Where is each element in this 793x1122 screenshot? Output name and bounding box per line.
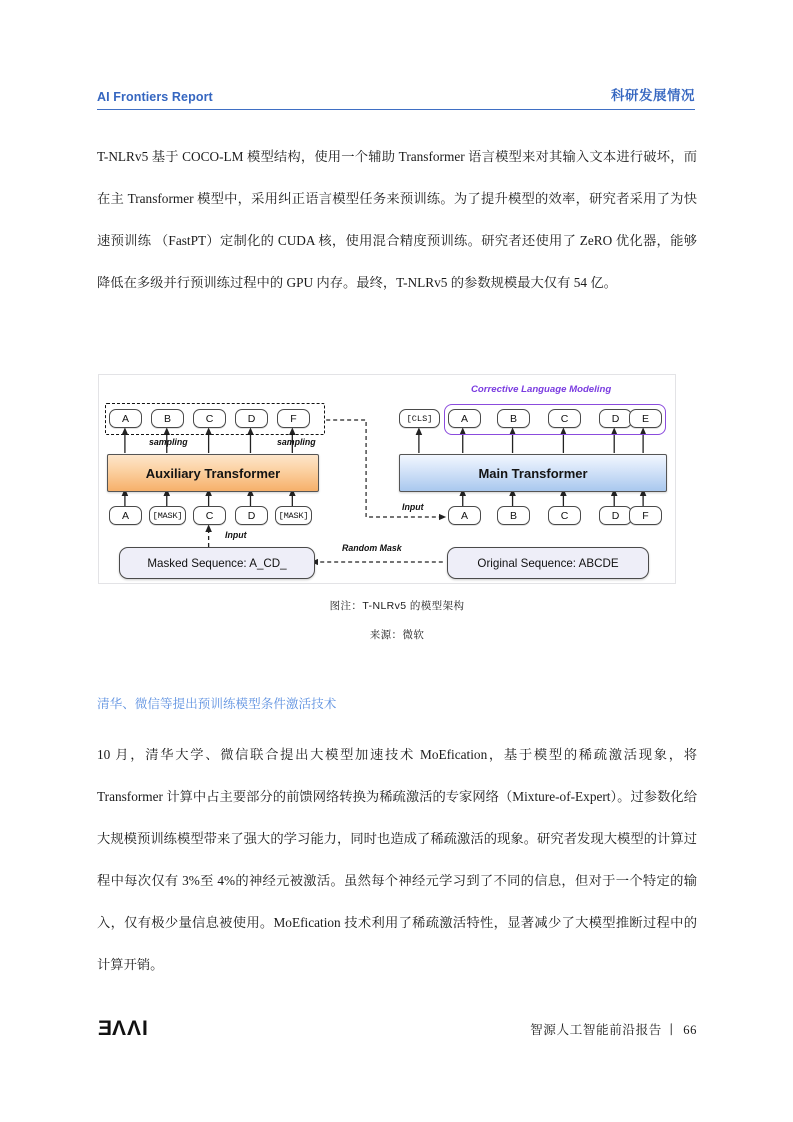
figure-canvas (99, 375, 675, 583)
baai-logo-glyph-a1: Λ (112, 1017, 128, 1040)
auxiliary-transformer-block: Auxiliary Transformer (107, 454, 319, 492)
section-heading-moefication: 清华、微信等提出预训练模型条件激活技术 (97, 697, 337, 711)
main-output-token-4: E (629, 409, 662, 428)
aux-input-token-1: [MASK] (149, 506, 186, 525)
original-sequence-box (447, 547, 649, 579)
aux-output-token-3: D (235, 409, 268, 428)
random-mask-label: Random Mask (342, 543, 402, 553)
header-section-title: 科研发展情况 (611, 88, 695, 103)
aux-output-token-1: B (151, 409, 184, 428)
masked-sequence-label: Masked Sequence: A_CD_ (147, 556, 287, 570)
figure-source: 来源：微软 (369, 629, 425, 641)
paragraph-t-nlrv5: T-NLRv5 基于 COCO-LM 模型结构，使用一个辅助 Transformer 语言模型来对其输入文本进行破坏，而在主 Transformer 模型中，采用纠正语言模型任务来预训练。为了提升模型的效率，研究者采用了为快速预训练 （FastPT）定制化的 CUDA 核，使用混合精度预训练。研究者还使用了 ZeRO 优化器，能够降低在多级并行预训练过程中的 GPU 内存。最终，T-NLRv5 的参数规模最大仅有 54 亿。 (97, 149, 697, 290)
main-input-token-4: F (629, 506, 662, 525)
main-transformer-block: Main Transformer (399, 454, 667, 492)
footer-separator: 丨 (665, 1023, 679, 1037)
footer-report-title: 智源人工智能前沿报告 (530, 1023, 662, 1037)
footer-report-label (530, 1019, 697, 1038)
aux-output-token-2: C (193, 409, 226, 428)
main-output-token-0: A (448, 409, 481, 428)
main-output-token-2: C (548, 409, 581, 428)
aux-input-token-3: D (235, 506, 268, 525)
main-cls-token: [CLS] (399, 409, 440, 428)
body-content-bottom (97, 734, 697, 986)
aux-input-token-4: [MASK] (275, 506, 312, 525)
main-output-token-3: D (599, 409, 632, 428)
baai-logo-glyph-a2: Λ (127, 1017, 143, 1040)
aux-sampling-label-right: sampling (277, 437, 316, 447)
aux-output-token-0: A (109, 409, 142, 428)
figure-caption: 图注：T-NLRv5 的模型架构 (329, 600, 465, 612)
masked-sequence-box (119, 547, 315, 579)
main-input-token-0: A (448, 506, 481, 525)
corrective-language-modeling-label: Corrective Language Modeling (471, 384, 612, 395)
paragraph-moefication: 10 月，清华大学、微信联合提出大模型加速技术 MoEfication，基于模型的稀疏激活现象，将 Transformer 计算中占主要部分的前馈网络转换为稀疏激活的专家网络（Mixture-of-Expert）。过参数化给大规模预训练模型带来了强大的学习能力，同时也造成了稀疏激活的现象。研究者发现大模型的计算过程中每次仅有 3%至 4%的神经元被激活。虽然每个神经元学习到了不同的信息，但对于一个特定的输入，仅有极少量信息被使用。MoEfication 技术利用了稀疏激活特性，显著减少了大模型推断过程中的计算开销。 (97, 747, 697, 972)
main-input-label: Input (402, 502, 424, 512)
original-sequence-label: Original Sequence: ABCDE (477, 556, 619, 570)
main-output-token-1: B (497, 409, 530, 428)
baai-logo-glyph-i: I (142, 1017, 149, 1040)
aux-input-token-0: A (109, 506, 142, 525)
aux-input-token-2: C (193, 506, 226, 525)
header-report-title: AI Frontiers Report (97, 90, 213, 104)
aux-input-label: Input (225, 530, 247, 540)
page-footer (97, 1018, 697, 1039)
page-header (97, 84, 695, 110)
baai-logo (97, 1018, 149, 1039)
main-input-token-1: B (497, 506, 530, 525)
main-input-token-3: D (599, 506, 632, 525)
figure-t-nlrv5-architecture (98, 374, 676, 584)
aux-sampling-label-left: sampling (149, 437, 188, 447)
body-content-top (97, 136, 697, 304)
baai-logo-glyph-b: E (97, 1017, 113, 1040)
footer-page-number: 66 (683, 1023, 697, 1037)
main-input-token-2: C (548, 506, 581, 525)
aux-output-token-4: F (277, 409, 310, 428)
